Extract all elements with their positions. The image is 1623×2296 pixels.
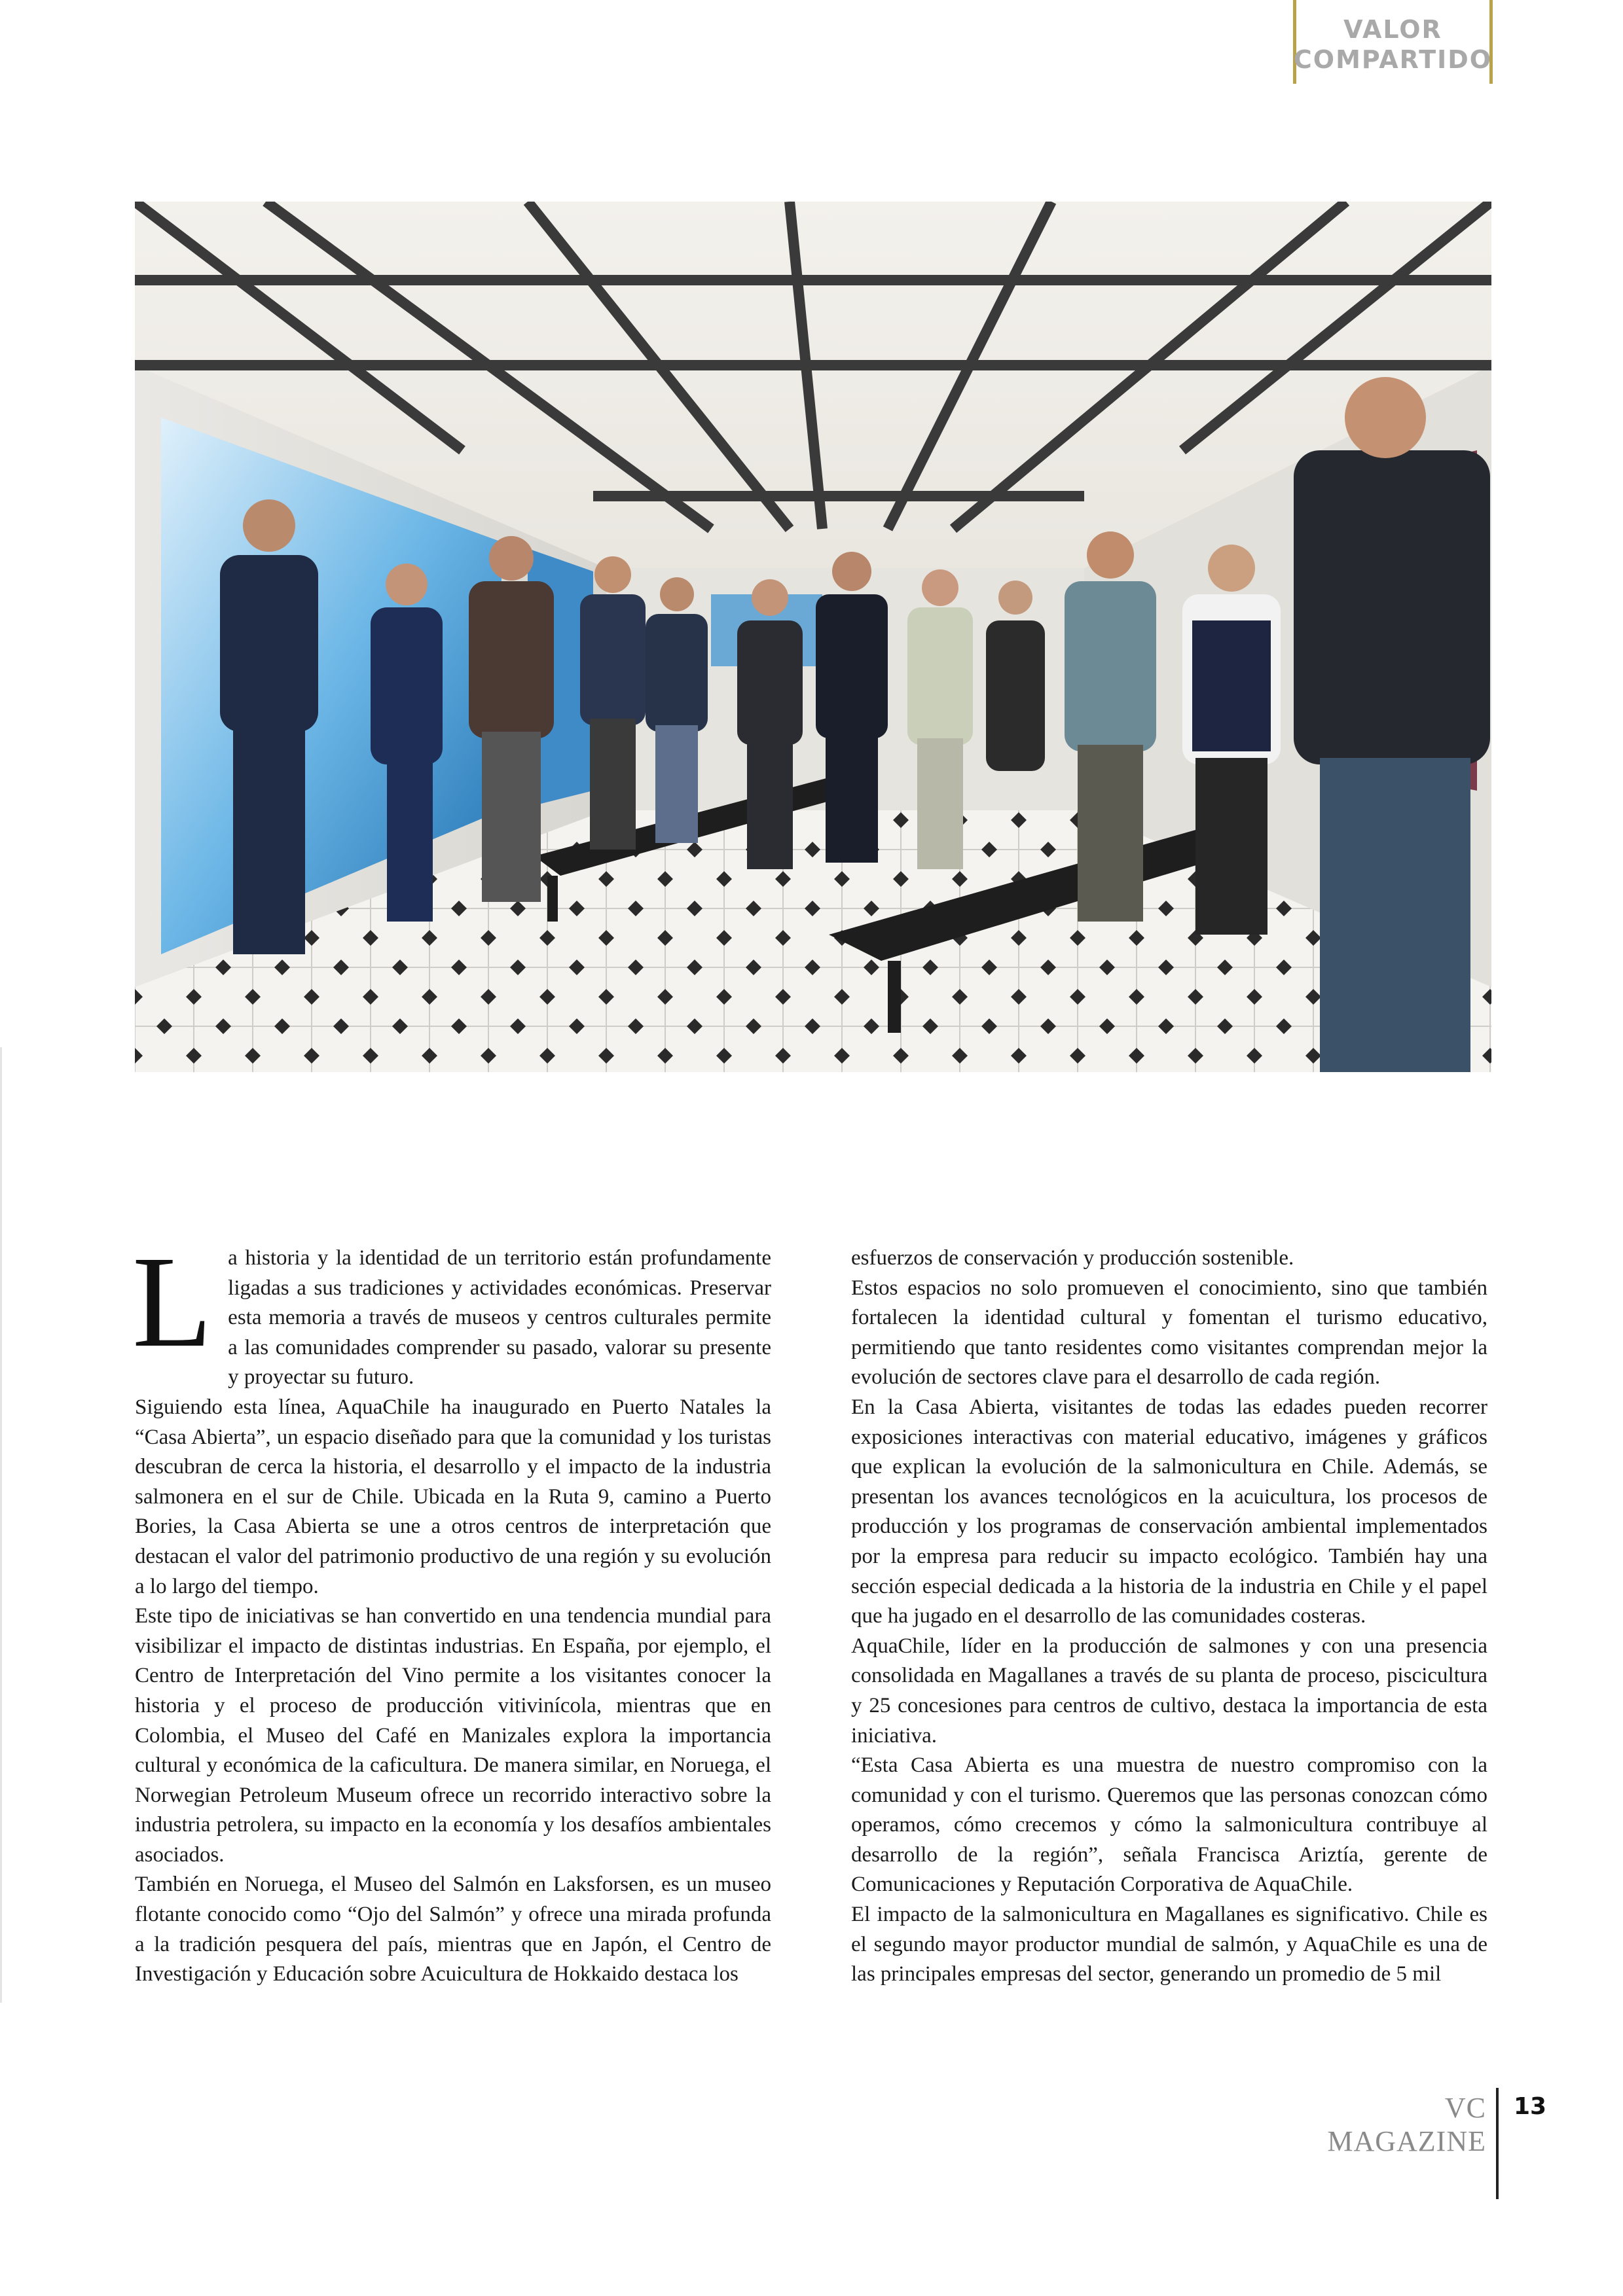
article-paragraph-5: esfuerzos de conservación y producción sostenible. xyxy=(851,1246,1294,1270)
article-paragraph-8: AquaChile, líder en la producción de salmones y con una presencia consolidada en Magallanes a través de su planta de proceso, piscicultura y 25 concesiones para centros de cultivo, destaca la importancia de esta iniciativa. xyxy=(851,1634,1487,1748)
article-paragraph-10: El impacto de la salmonicultura en Magallanes es significativo. Chile es el segundo mayor productor mundial de salmón, y AquaChile es una de las principales empresas del sector, generando un promedio de 5 mil xyxy=(851,1903,1487,1986)
article-column-left xyxy=(132,1230,771,1990)
article-column-right xyxy=(851,1244,1487,1990)
article-paragraph-7: En la Casa Abierta, visitantes de todas las edades pueden recorrer exposiciones interactivas con material educativo, imágenes y gráficos que explican la evolución de la salmonicultura en Chile. Además, se presentan los avances tecnológicos en la acuicultura, los procesos de producción y los programas de conservación ambiental implementados por la empresa para reducir su impacto ecológico. También hay una sección especial dedicada a la historia de la industria en Chile y el papel que ha jugado en el desarrollo de las comunidades costeras. xyxy=(851,1395,1487,1628)
section-tab xyxy=(1293,0,1493,84)
article-paragraph-9: “Esta Casa Abierta es una muestra de nuestro compromiso con la comunidad y con el turismo. Queremos que las personas conozcan cómo operamos, cómo crecemos y cómo la salmonicultura contribuye al desarrollo de la región”, señala Francisca Ariztía, gerente de Comunicaciones y Reputación Corporativa de AquaChile. xyxy=(851,1753,1487,1897)
dropcap: L xyxy=(132,1230,213,1374)
article-paragraph-1 xyxy=(132,1230,771,1393)
section-label-line2: COMPARTIDO xyxy=(1293,45,1493,74)
margin-divider xyxy=(0,1047,2,2003)
hero-photo xyxy=(135,202,1491,1072)
article-paragraph-6: Estos espacios no solo promueven el conocimiento, sino que también fortalecen la identidad cultural y fomentan el turismo educativo, permitiendo que tanto residentes como visitantes comprendan mejor la evolución de sectores clave para el desarrollo de cada región. xyxy=(851,1276,1487,1390)
page-number: 13 xyxy=(1514,2093,1547,2120)
article-paragraph-4: También en Noruega, el Museo del Salmón en Laksforsen, es un museo flotante conocido como “Ojo del Salmón” y ofrece una mirada profunda a la tradición pesquera del país, mientras que en Japón, el Centro de Investigación y Educación sobre Acuicultura de Hokkaido destaca los xyxy=(135,1873,771,1986)
footer-divider xyxy=(1496,2088,1499,2199)
article-paragraph-1-text: a historia y la identidad de un territorio están profundamente ligadas a sus tradiciones y actividades económicas. Preservar esta memoria a través de museos y centros culturales permite a las comunidades comprender su pasado, valorar su presente y proyectar su futuro. xyxy=(228,1246,771,1390)
article-paragraph-2: Siguiendo esta línea, AquaChile ha inaugurado en Puerto Natales la “Casa Abierta”, un espacio diseñado para que la comunidad y los turistas descubran de cerca la historia, el desarrollo y el impacto de la industria salmonera en el sur de Chile. Ubicada en la Ruta 9, camino a Puerto Bories, la Casa Abierta se une a otros centros de interpretación que destacan el valor del patrimonio productivo de una región y su evolución a lo largo del tiempo. xyxy=(135,1395,771,1598)
magazine-name: VC MAGAZINE xyxy=(1327,2092,1486,2157)
hero-photo-illustration xyxy=(135,202,1491,1072)
section-label-line1: VALOR xyxy=(1343,15,1442,44)
article-paragraph-3: Este tipo de iniciativas se han convertido en una tendencia mundial para visibilizar el impacto de distintas industrias. En España, por ejemplo, el Centro de Interpretación del Vino permite a los visitantes conocer la historia y el proceso de producción vitivinícola, mientras que en Colombia, el Museo del Café en Manizales explora la importancia cultural y económica de la caficultura. De manera similar, en Noruega, el Norwegian Petroleum Museum ofrece un recorrido interactivo sobre la industria petrolera, su impacto en la economía y los desafíos ambientales asociados. xyxy=(135,1604,771,1867)
